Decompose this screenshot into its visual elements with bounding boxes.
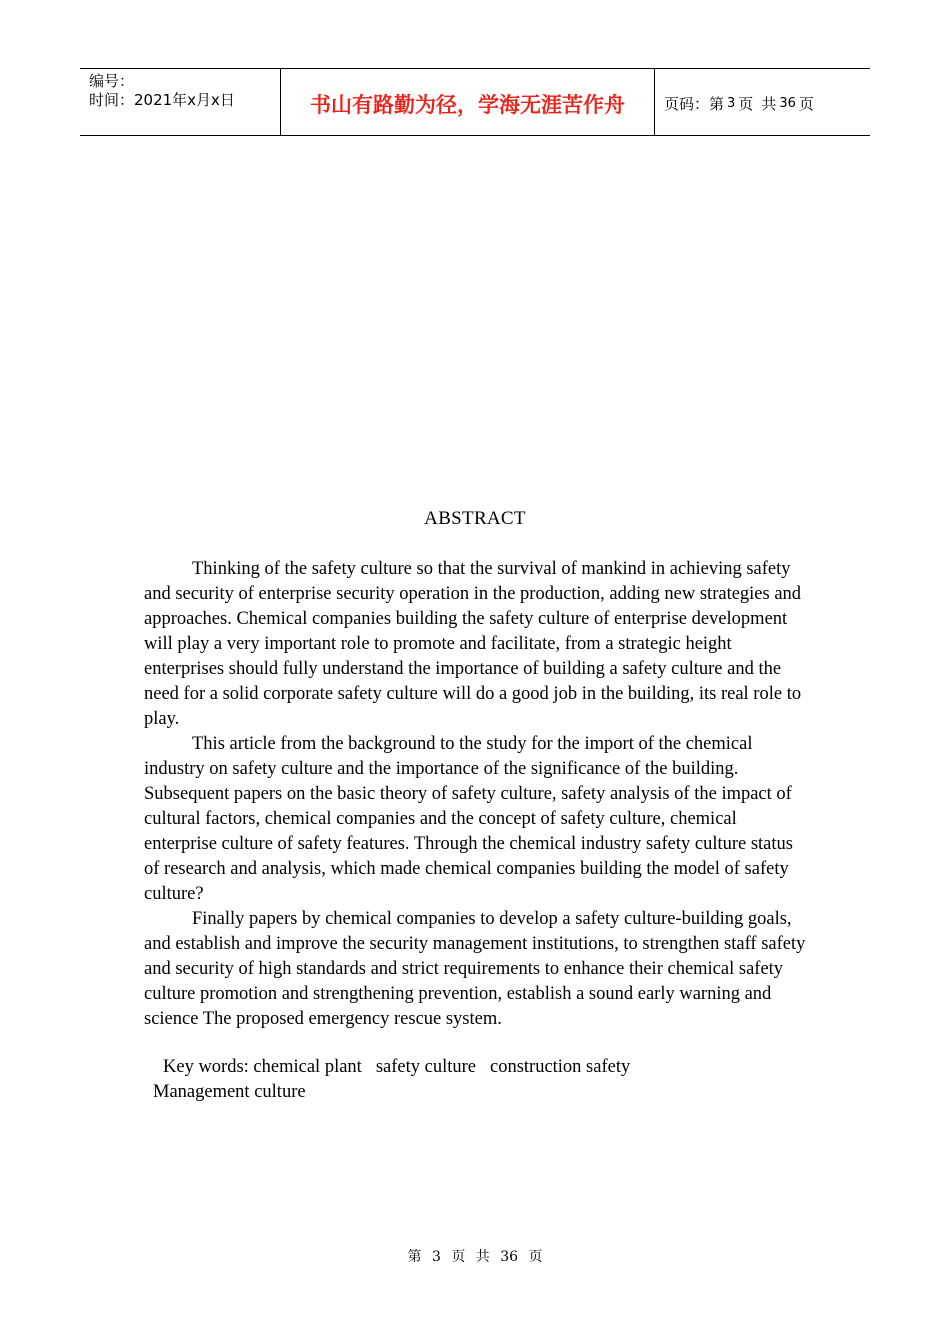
footer-page-current: 3 bbox=[431, 1249, 441, 1265]
abstract-title: ABSTRACT bbox=[424, 508, 526, 529]
footer-prefix: 第 bbox=[407, 1249, 422, 1265]
header-page-current: 3 bbox=[727, 95, 736, 111]
header-motto: 书山有路勤为径，学海无涯苦作舟 bbox=[310, 93, 625, 117]
header-meta bbox=[80, 69, 281, 135]
header-page-info bbox=[655, 69, 870, 135]
abstract-paragraph: Finally papers by chemical companies to develop a safety culture-building goals, and establish and improve the security management institutions, to strengthen staff safety and security of high standards and strict requirements to enhance their chemical safety culture promotion and strengthening prevention, establish a sound early warning and science The proposed emergency rescue system. bbox=[144, 909, 806, 1029]
document-number-label: 编号： bbox=[89, 72, 135, 90]
header-page-suffix: 页 bbox=[798, 94, 814, 113]
page-footer bbox=[0, 1246, 950, 1266]
document-date: 时间：2021年x月x日 bbox=[89, 91, 235, 109]
footer-mid: 页 bbox=[451, 1249, 466, 1265]
footer-page-total: 36 bbox=[500, 1249, 519, 1265]
header-motto-cell bbox=[281, 69, 655, 135]
keywords-label: Key words: chemical plant bbox=[163, 1057, 362, 1077]
keyword-item: Management culture bbox=[153, 1082, 306, 1102]
keyword-item: construction safety bbox=[489, 1057, 631, 1077]
footer-suffix: 页 bbox=[528, 1249, 543, 1265]
abstract-body bbox=[144, 557, 806, 1032]
abstract-paragraph: Thinking of the safety culture so that the survival of mankind in achieving safety and security of enterprise security operation in the production, adding new strategies and approaches. Chemical companies building the safety culture of enterprise development will play a very important role to promote and facilitate, from a strategic height enterprises should fully understand the importance of building a safety culture and the need for a solid corporate safety culture will do a good job in the building, its real role to play. bbox=[144, 559, 802, 729]
header-page-total: 36 bbox=[779, 95, 796, 111]
keyword-item: safety culture bbox=[375, 1057, 476, 1077]
abstract-paragraph: This article from the background to the study for the import of the chemical industry on safety culture and the importance of the significance of the building. Subsequent papers on the basic theory of safety culture, safety analysis of the impact of cultural factors, chemical companies and the concept of safety culture, chemical enterprise culture of safety features. Through the chemical industry safety culture status of research and analysis, which made chemical companies building the model of safety culture? bbox=[144, 734, 793, 904]
page-header bbox=[80, 68, 870, 136]
header-page-prefix: 页码：第 bbox=[664, 94, 725, 113]
footer-total-prefix: 共 bbox=[475, 1249, 490, 1265]
header-page-mid: 页 bbox=[738, 94, 754, 113]
keywords bbox=[144, 1055, 806, 1105]
header-page-total-prefix: 共 bbox=[761, 94, 777, 113]
